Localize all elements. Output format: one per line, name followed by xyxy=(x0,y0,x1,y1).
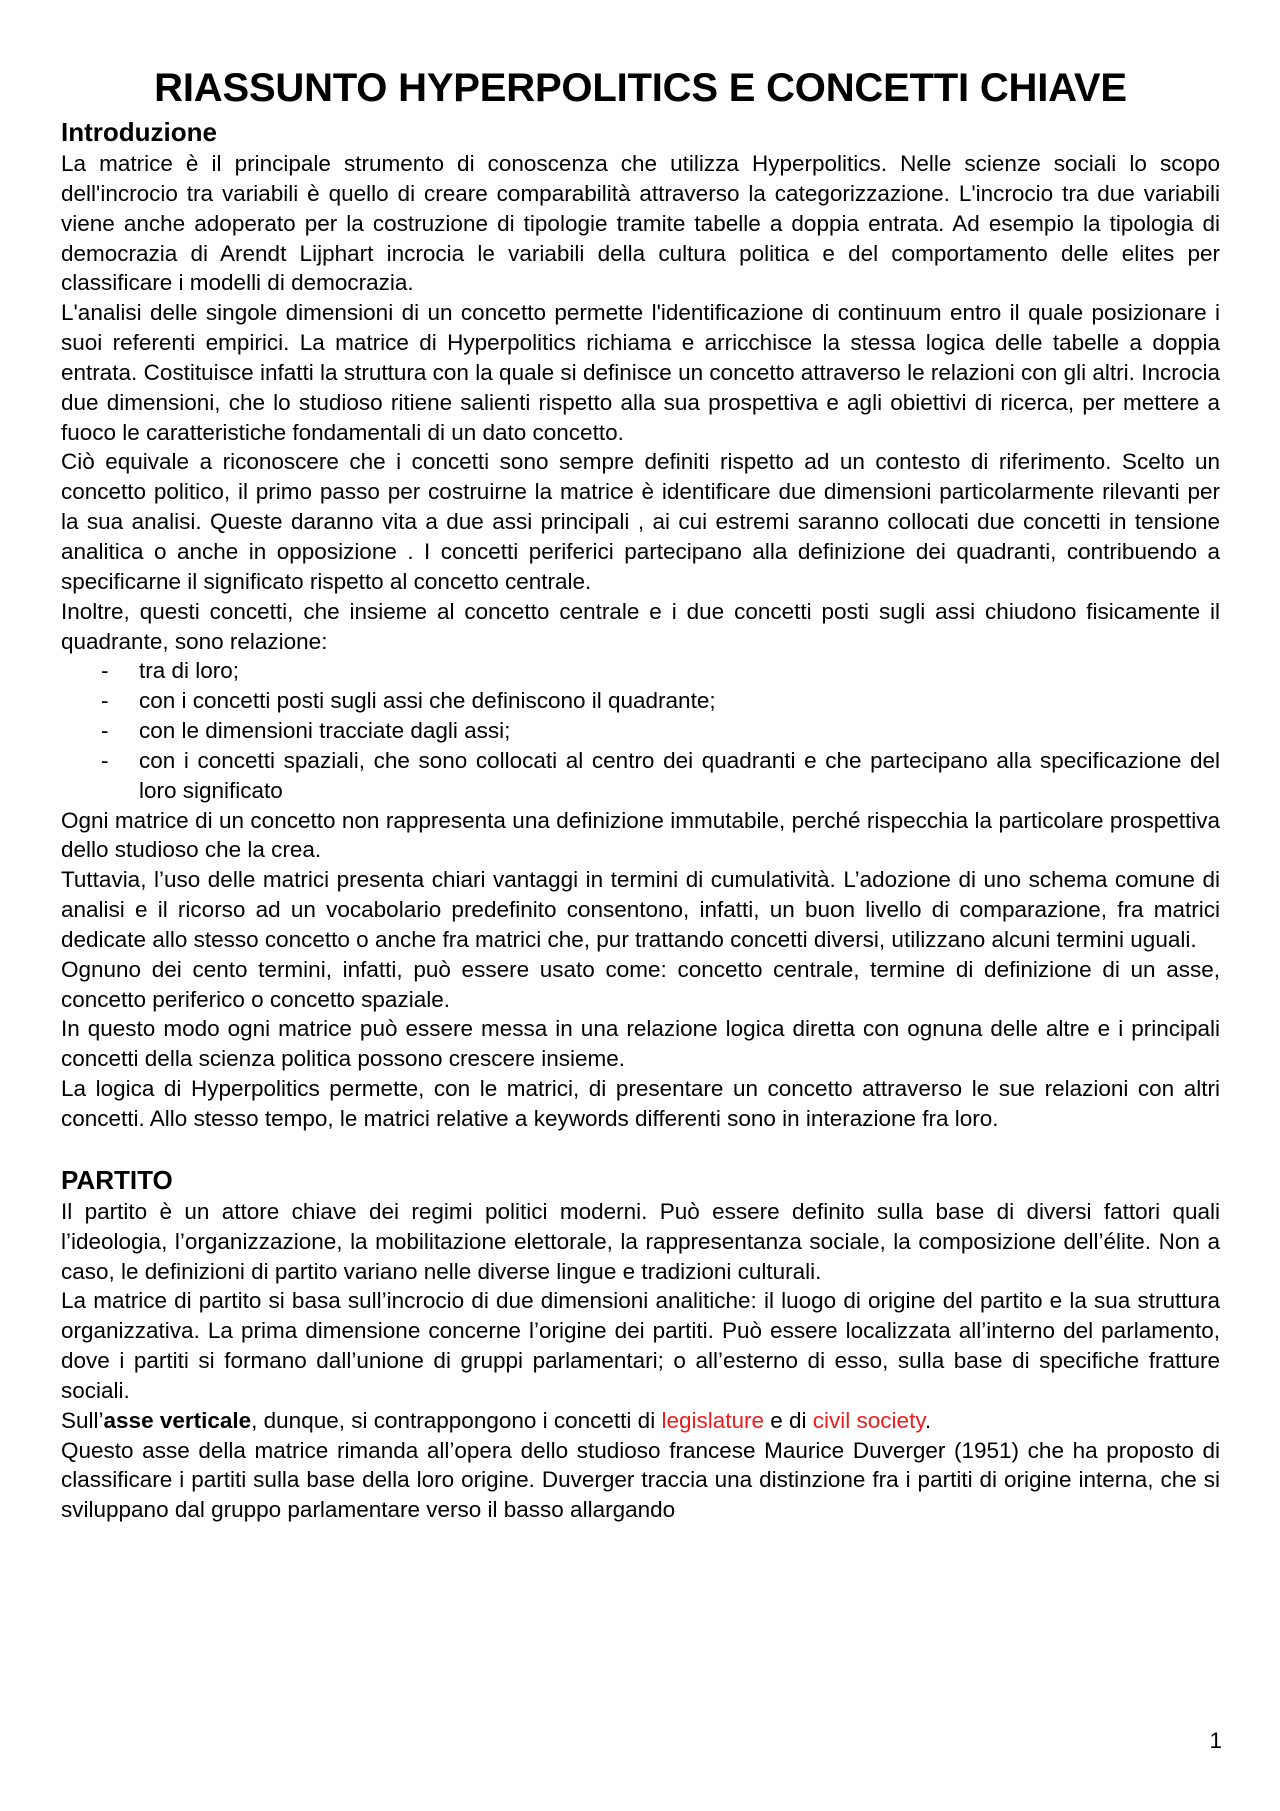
intro-paragraph-9: La logica di Hyperpolitics permette, con le matrici, di presentare un concetto attraverso le sue relazioni con altri concetti. Allo stesso tempo, le matrici relative a keywords differenti sono in interazione fra loro. xyxy=(61,1076,1220,1131)
list-item-text: con i concetti posti sugli assi che definiscono il quadrante; xyxy=(139,688,716,714)
section-heading-introduzione: Introduzione xyxy=(61,117,217,147)
list-item-text: con i concetti spaziali, che sono collocati al centro dei quadranti e che partecipano alla specificazione del loro significato xyxy=(139,747,1220,803)
document-title: RIASSUNTO HYPERPOLITICS E CONCETTI CHIAVE xyxy=(154,66,1127,110)
intro-paragraph-2: L'analisi delle singole dimensioni di un concetto permette l'identificazione di continuum entro il quale posizionare i suoi referenti empirici. La matrice di Hyperpolitics richiama e arricchisce la stessa logica delle tabelle a doppia entrata. Costituisce infatti la struttura con la quale si definisce un concetto attraverso le relazioni con gli altri. Incrocia due dimensioni, che lo studioso ritiene salienti rispetto alla sua prospettiva e agli obiettivi di ricerca, per mettere a fuoco le caratteristiche fondamentali di un dato concetto. xyxy=(61,300,1220,445)
list-item xyxy=(61,686,1220,716)
intro-paragraph-5: Ogni matrice di un concetto non rappresenta una definizione immutabile, perché rispecchia la particolare prospettiva dello studioso che la crea. xyxy=(61,807,1220,863)
list-dash: - xyxy=(101,747,109,773)
p3-middle: , dunque, si contrappongono i concetti di xyxy=(251,1407,662,1433)
intro-paragraph-7: Ognuno dei cento termini, infatti, può essere usato come: concetto centrale, termine di definizione di un asse, concetto periferico o concetto spaziale. xyxy=(61,956,1220,1012)
list-item xyxy=(61,716,1220,746)
legislature-term: legislature xyxy=(661,1407,765,1433)
list-item xyxy=(61,746,1220,806)
intro-paragraph-6: Tuttavia, l’uso delle matrici presenta chiari vantaggi in termini di cumulatività. L’adozione di uno schema comune di analisi e il ricorso ad un vocabolario predefinito consentono, infatti, un buon livello di comparazione, fra matrici dedicate allo stesso concetto o anche fra matrici che, pur trattando concetti diversi, utilizzano alcuni termini uguali. xyxy=(61,867,1220,952)
list-dash: - xyxy=(101,718,109,744)
section-spacer xyxy=(61,1134,1220,1164)
partito-paragraph-1: Il partito è un attore chiave dei regimi politici moderni. Può essere definito sulla base di diversi fattori quali l’ideologia, l’organizzazione, la mobilitazione elettorale, la rappresentanza sociale, la composizione dell’élite. Non a caso, le definizioni di partito variano nelle diverse lingue e tradizioni culturali. xyxy=(61,1198,1220,1284)
intro-paragraph-1: La matrice è il principale strumento di conoscenza che utilizza Hyperpolitics. Nelle scienze sociali lo scopo dell'incrocio tra variabili è quello di creare comparabilità attraverso la categorizzazione. L'incrocio tra due variabili viene anche adoperato per la costruzione di tipologie tramite tabelle a doppia entrata. Ad esempio la tipologia di democrazia di Arendt Lijphart incrocia le variabili della cultura politica e del comportamento delle elites per classificare i modelli di democrazia. xyxy=(61,151,1220,296)
asse-verticale-term: asse verticale xyxy=(103,1407,252,1433)
intro-paragraph-3: Ciò equivale a riconoscere che i concetti sono sempre definiti rispetto ad un contesto di riferimento. Scelto un concetto politico, il primo passo per costruirne la matrice è identificare due dimensioni particolarmente rilevanti per la sua analisi. Queste daranno vita a due assi principali , ai cui estremi saranno collocati due concetti in tensione analitica o anche in opposizione . I concetti periferici partecipano alla definizione dei quadranti, contribuendo a specificarne il significato rispetto al concetto centrale. xyxy=(61,449,1220,594)
list-item-text: tra di loro; xyxy=(139,658,240,684)
partito-paragraph-2: La matrice di partito si basa sull’incrocio di due dimensioni analitiche: il luogo di origine del partito e la sua struttura organizzativa. La prima dimensione concerne l’origine dei partiti. Può essere localizzata all’interno del parlamento, dove i partiti si formano dall’unione di gruppi parlamentari; o all’esterno di esso, sulla base di specifiche fratture sociali. xyxy=(61,1288,1220,1403)
relations-list xyxy=(61,656,1220,805)
list-item-text: con le dimensioni tracciate dagli assi; xyxy=(139,718,511,744)
list-dash: - xyxy=(101,688,109,714)
p3-connector: e di xyxy=(764,1407,813,1433)
partito-paragraph-3 xyxy=(61,1406,1220,1436)
intro-paragraph-8: In questo modo ogni matrice può essere messa in una relazione logica diretta con ognuna delle altre e i principali concetti della scienza politica possono crescere insieme. xyxy=(61,1016,1220,1072)
p3-suffix: . xyxy=(924,1407,932,1433)
intro-paragraph-4: Inoltre, questi concetti, che insieme al concetto centrale e i due concetti posti sugli assi chiudono fisicamente il quadrante, sono relazione: xyxy=(61,598,1220,654)
p3-prefix: Sull’ xyxy=(61,1407,104,1433)
civil-society-term: civil society xyxy=(812,1407,925,1433)
list-item xyxy=(61,656,1220,686)
page-number: 1 xyxy=(1209,1728,1222,1753)
list-dash: - xyxy=(101,658,109,684)
partito-paragraph-4: Questo asse della matrice rimanda all’opera dello studioso francese Maurice Duverger (1951) che ha proposto di classificare i partiti sulla base della loro origine. Duverger traccia una distinzione fra i partiti di origine interna, che si sviluppano dal gruppo parlamentare verso il basso allargando xyxy=(61,1437,1220,1523)
section-heading-partito: PARTITO xyxy=(61,1164,173,1195)
